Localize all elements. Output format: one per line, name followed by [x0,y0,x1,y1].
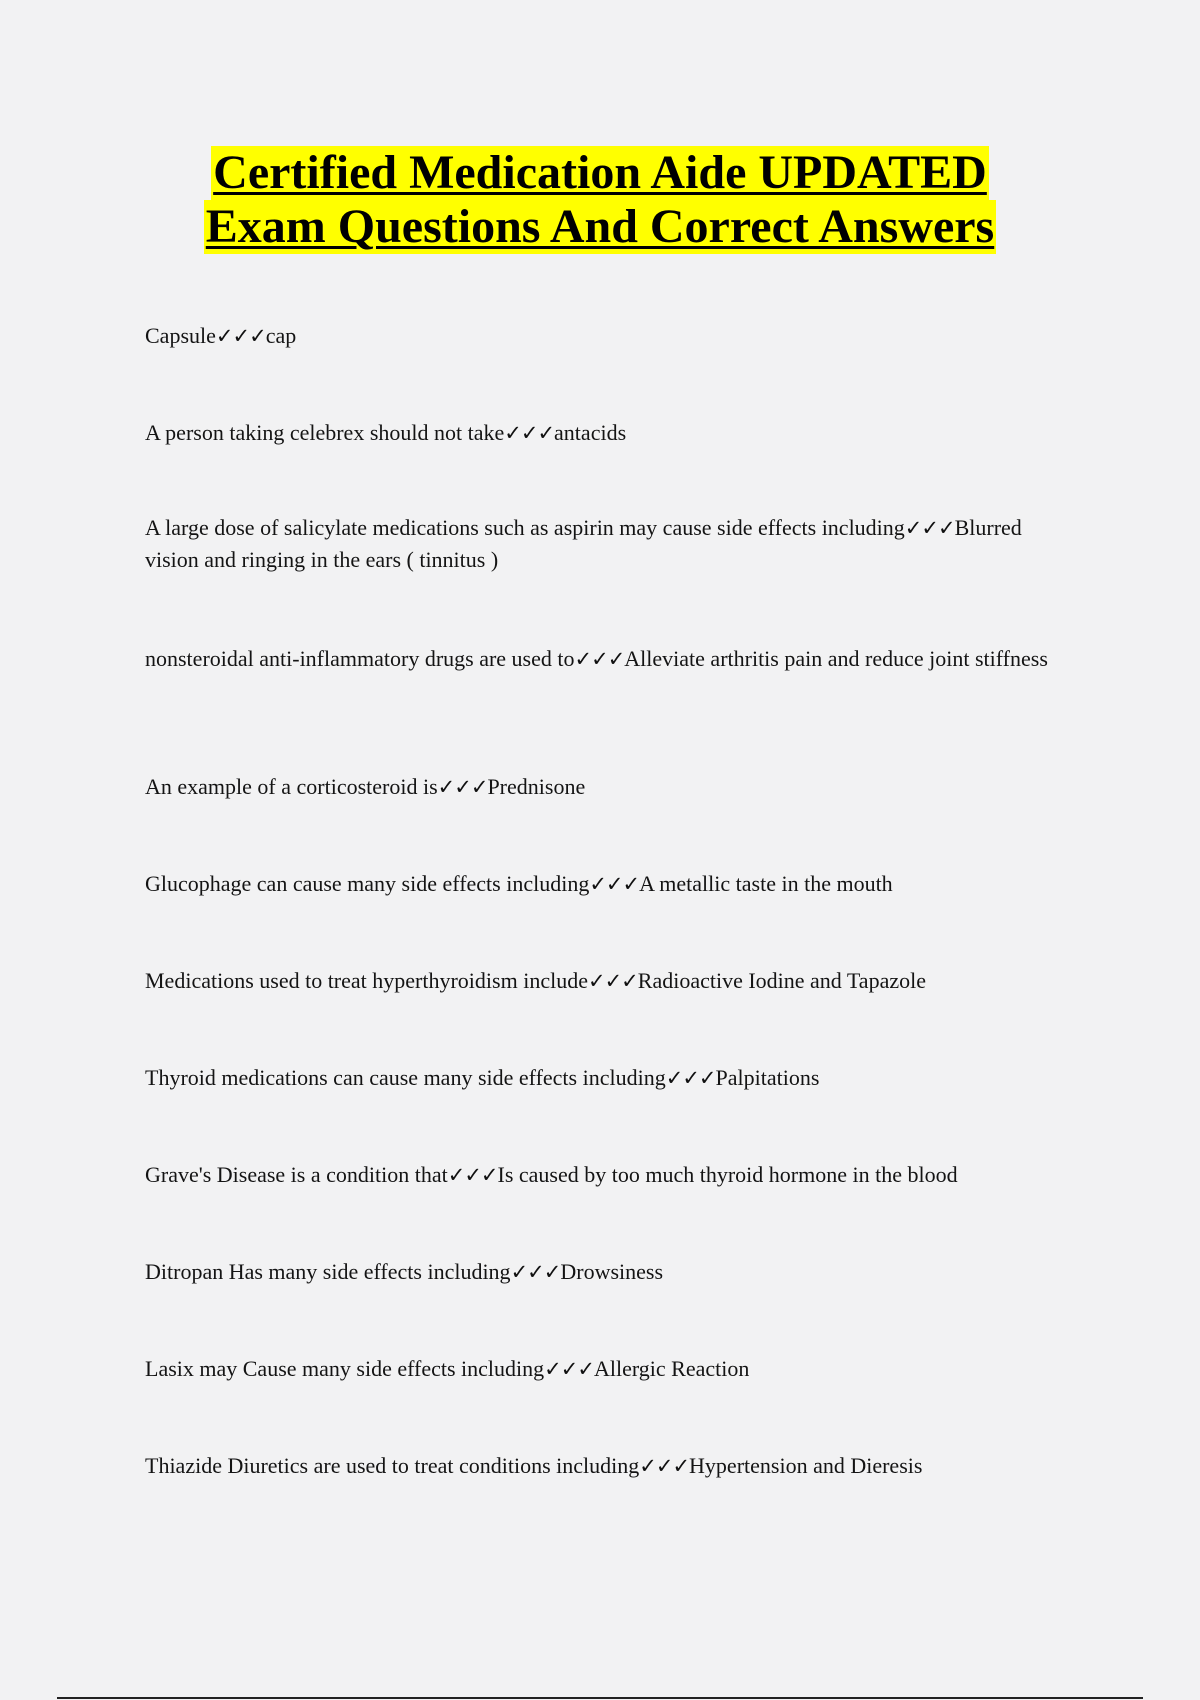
check-marks-icon: ✓✓✓ [665,1066,716,1090]
answer-text: Is caused by too much thyroid hormone in the blood [497,1162,958,1187]
question-text: Capsule [145,323,216,348]
answer-text: Alleviate arthritis pain and reduce joint stiffness [624,646,1048,671]
check-marks-icon: ✓✓✓ [215,324,266,348]
qa-item [145,1159,1075,1191]
qa-item [145,868,1075,900]
title-line-2: Exam Questions And Correct Answers [205,200,995,253]
question-text: Medications used to treat hyperthyroidism include [145,968,588,993]
footer-divider [57,1697,1143,1699]
answer-text: Prednisone [487,774,586,799]
answer-text: Palpitations [715,1065,820,1090]
document-title [0,146,1200,254]
answer-text: A metallic taste in the mouth [639,871,893,896]
question-text: nonsteroidal anti-inflammatory drugs are used to [145,646,575,671]
question-text: Thiazide Diuretics are used to treat conditions including [145,1453,640,1478]
answer-text: Hypertension and Dieresis [689,1453,923,1478]
qa-item [145,1062,1075,1094]
qa-item [145,643,1075,675]
qa-item [145,771,1075,803]
qa-item [145,320,1075,352]
qa-item [145,1256,1075,1288]
answer-text: Radioactive Iodine and Tapazole [637,968,926,993]
question-text: A person taking celebrex should not take [145,420,505,445]
question-text: Glucophage can cause many side effects including [145,871,590,896]
question-text: Grave's Disease is a condition that [145,1162,448,1187]
title-line-1: Certified Medication Aide UPDATED [213,146,987,199]
check-marks-icon: ✓✓✓ [544,1357,594,1381]
question-text: Ditropan Has many side effects including [145,1259,511,1284]
answer-text: cap [265,323,297,348]
check-marks-icon: ✓✓✓ [574,647,625,671]
check-marks-icon: ✓✓✓ [587,969,638,993]
question-text: An example of a corticosteroid is [145,774,438,799]
answer-text: Drowsiness [560,1259,664,1284]
answer-text: antacids [554,420,627,445]
check-marks-icon: ✓✓✓ [589,872,640,896]
check-marks-icon: ✓✓✓ [447,1163,498,1187]
check-marks-icon: ✓✓✓ [904,516,955,540]
qa-item [145,512,1075,575]
check-marks-icon: ✓✓✓ [510,1260,561,1284]
question-text: Lasix may Cause many side effects including [145,1356,545,1381]
answer-text: Blurred vision and ringing in the ears ( tinnitus ) [145,515,1022,572]
question-text: A large dose of salicylate medications such as aspirin may cause side effects including [145,515,905,540]
qa-item [145,1450,1075,1482]
qa-item [145,417,1075,449]
qa-item [145,965,1075,997]
check-marks-icon: ✓✓✓ [437,775,488,799]
check-marks-icon: ✓✓✓ [639,1454,690,1478]
qa-item [145,1353,1075,1385]
answer-text: Allergic Reaction [593,1356,750,1381]
question-text: Thyroid medications can cause many side effects including [145,1065,666,1090]
check-marks-icon: ✓✓✓ [504,421,555,445]
